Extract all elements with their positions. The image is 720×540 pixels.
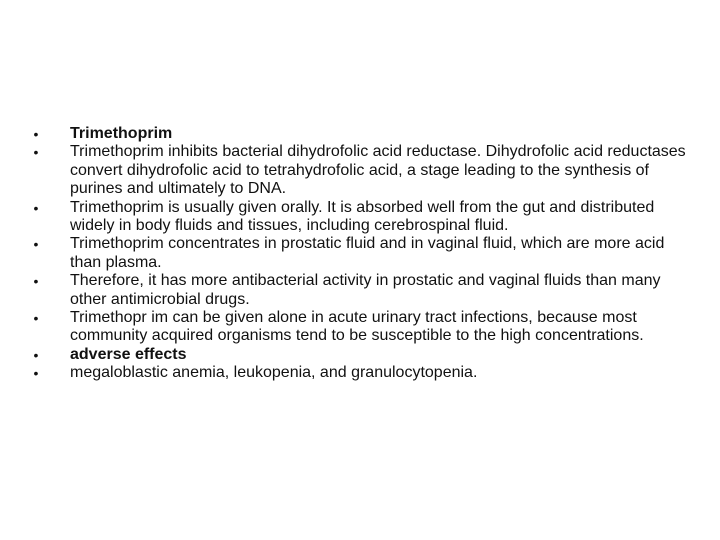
bullet-item-mechanism: [30, 143, 690, 198]
bullet-dot-icon: •: [33, 199, 39, 216]
bullet-item-adverse-heading: [30, 346, 690, 364]
bullet-text: adverse effects: [70, 345, 187, 363]
bullet-dot-icon: •: [33, 236, 39, 253]
bullet-dot-icon: •: [33, 310, 39, 327]
bullet-text: Trimethoprim is usually given orally. It is absorbed well from the gut and distributed widely in body fluids and tissues, including cerebrospinal fluid.: [70, 198, 655, 235]
bullet-item-administration: [30, 199, 690, 236]
bullet-text: Trimethopr im can be given alone in acute urinary tract infections, because most community acquired organisms tend to be susceptible to the high concentrations.: [70, 309, 644, 345]
bullet-item-activity: [30, 272, 690, 309]
bullet-dot-icon: •: [33, 144, 39, 161]
bullet-dot-icon: •: [33, 346, 39, 363]
bullet-text: Trimethoprim: [70, 125, 173, 142]
bullet-item-adverse-list: [30, 364, 690, 382]
bullet-list: [30, 125, 690, 383]
bullet-text: Therefore, it has more antibacterial activity in prostatic and vaginal fluids than many other antimicrobial drugs.: [70, 272, 661, 308]
bullet-dot-icon: •: [33, 126, 39, 142]
bullet-dot-icon: •: [33, 273, 39, 290]
bullet-text: Trimethoprim inhibits bacterial dihydrofolic acid reductase. Dihydrofolic acid reductases convert dihydrofolic acid to tetrahydrofolic acid, a stage leading to the synthesis of purines and ultimately to DNA.: [70, 143, 686, 198]
bullet-item-uti-use: [30, 309, 690, 346]
bullet-dot-icon: •: [33, 365, 39, 382]
bullet-text: megaloblastic anemia, leukopenia, and granulocytopenia.: [70, 364, 478, 382]
bullet-item-concentration: [30, 235, 690, 272]
bullet-text: Trimethoprim concentrates in prostatic fluid and in vaginal fluid, which are more acid than plasma.: [70, 235, 665, 271]
bullet-item-title: [30, 125, 690, 143]
